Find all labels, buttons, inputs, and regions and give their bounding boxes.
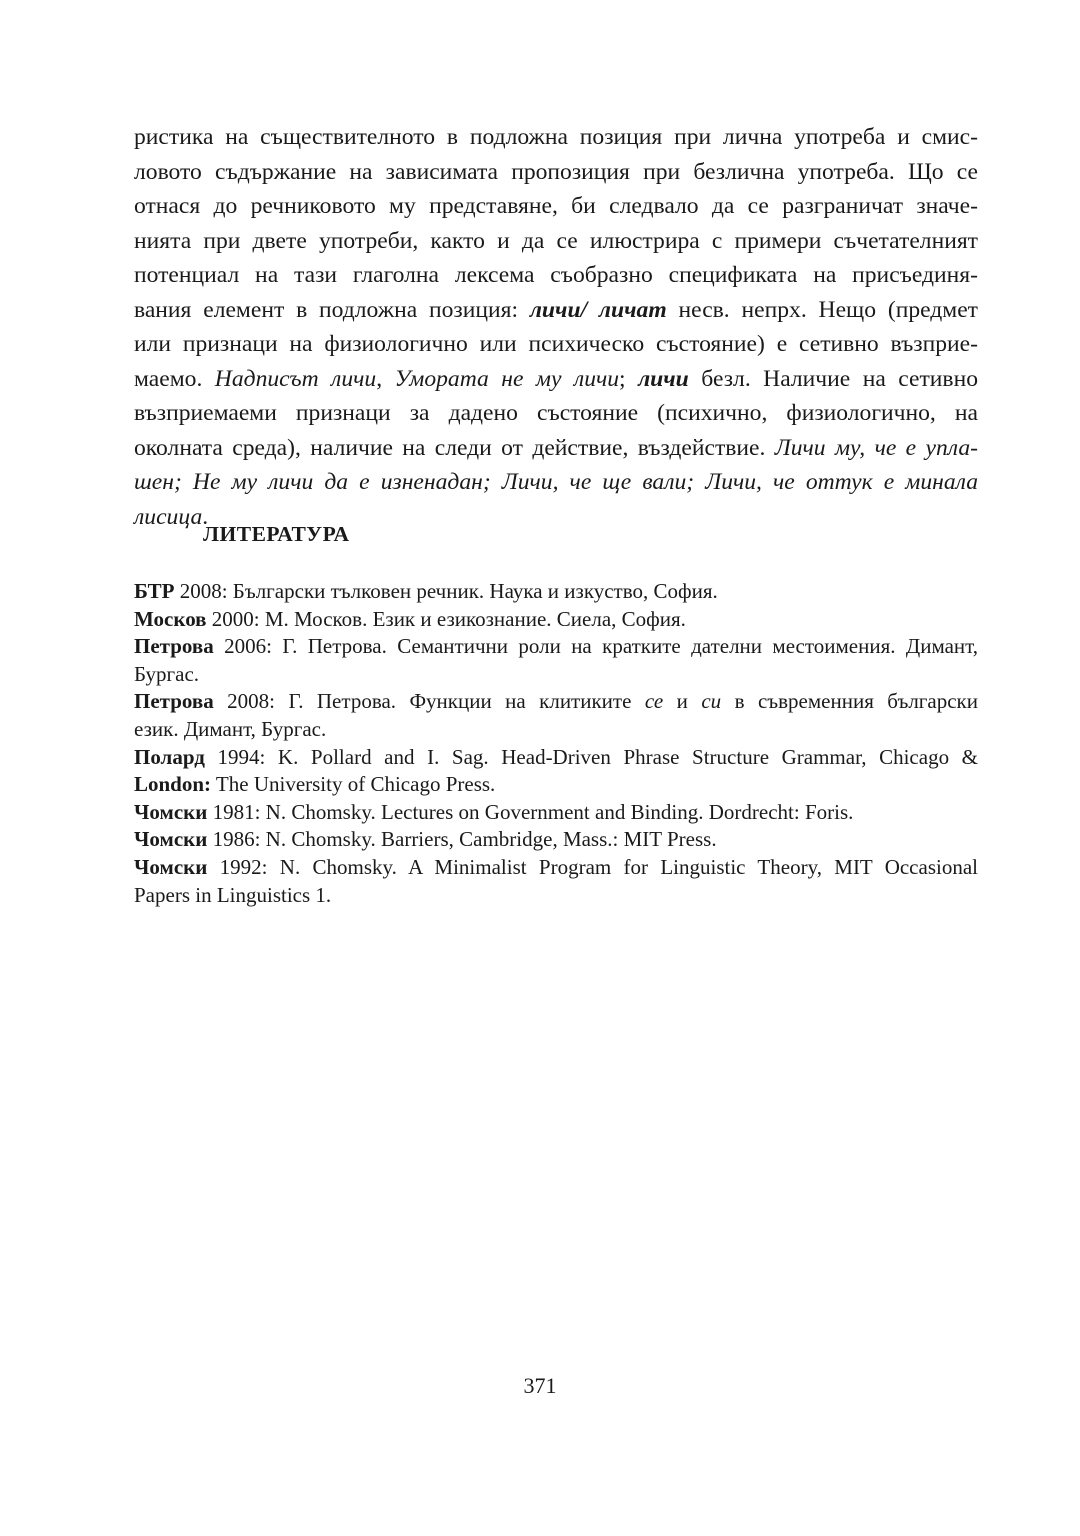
reference-author: Петрова [134,689,214,714]
reference-author: Москов [134,606,207,631]
reference-item: Петрова 2008: Г. Петрова. Функции на клитиките се и си в съвременния български език. Димант, Бургас. [134,689,978,741]
example-text: Личи му, че е упла- [774,434,979,461]
reference-item: Петрова 2006: Г. Петрова. Семантични роли на кратките дателни местоимения. Димант, Бургас. [134,634,978,686]
example-text: шен; Не му личи да е изненадан; Личи, че ще вали; Личи, че оттук е минала [134,469,978,495]
text-line: ловото съдържание на зависимата пропозиция при безлична употреба. Що се [134,158,978,185]
headword: личи/ личат [529,296,667,323]
text-line: отнася до речниковото му представяне, би следвало да се разграничат значе- [134,193,978,219]
example-text: лисица [134,503,203,530]
reference-item: Чомски 1992: N. Chomsky. A Minimalist Program for Linguistic Theory, MIT Occasional Papers in Linguistics 1. [134,854,978,907]
headword: личи [638,365,689,392]
reference-item: Москов 2000: М. Москов. Език и езикознание. Сиела, София. [134,606,686,631]
reference-list [134,578,978,909]
reference-item: Полард 1994: K. Pollard and I. Sag. Head-Driven Phrase Structure Grammar, Chicago & London: The University of Chicago Press. [134,744,978,797]
text-line: околната среда), наличие на следи от действие, въздействие. Личи му, че е упла- [134,434,979,461]
text-line: маемо. Надписът личи, Умората не му личи; личи безл. Наличие на сетивно [134,365,978,392]
page-number: 371 [523,1373,557,1398]
example-text: Надписът личи [214,365,377,392]
reference-author: Полард [134,744,205,769]
text-line: лисица. [134,503,209,530]
reference-author: Чомски [134,854,208,879]
section-heading: ЛИТЕРАТУРА [203,522,350,546]
reference-author: Чомски [134,827,208,852]
text-line: възприемаеми признаци за дадено състояние (психично, физиологично, на [134,400,978,426]
reference-item: Чомски 1986: N. Chomsky. Barriers, Cambridge, Mass.: MIT Press. [134,827,717,852]
text-line: вания елемент в подложна позиция: личи/ личат несв. непрх. Нещо (предмет [134,296,978,323]
reference-author: Петрова [134,634,214,659]
text-line: ристика на съществителното в подложна позиция при лична употреба и смис- [134,124,978,150]
body-paragraph [134,120,978,534]
reference-item: Чомски 1981: N. Chomsky. Lectures on Government and Binding. Dordrecht: Foris. [134,799,854,824]
text-line: или признаци на физиологично или психическо състояние) е сетивно възприе- [134,331,978,357]
example-text: Умората не му личи [394,365,620,392]
reference-author: Чомски [134,799,208,824]
text-line: нията при двете употреби, както и да се илюстрира с примери съчетателният [134,227,978,254]
text-line: потенциал на тази глаголна лексема съобразно спецификата на присъединя- [134,262,978,288]
text-line [134,465,978,500]
reference-author: БТР [134,579,175,603]
reference-item: БТР 2008: Български тълковен речник. Наука и изкуство, София. [134,579,718,603]
